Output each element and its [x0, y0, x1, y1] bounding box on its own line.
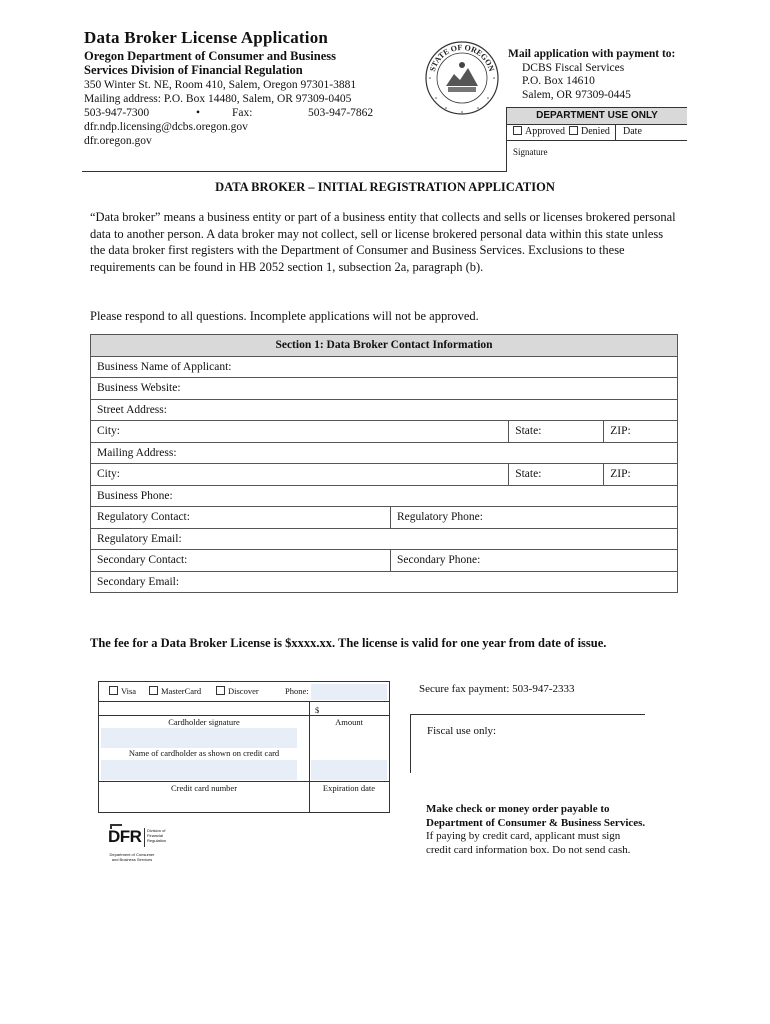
visa-checkbox[interactable]: [109, 686, 118, 695]
card-side-mark: [98, 776, 99, 790]
regulatory-email-field[interactable]: Regulatory Email:: [91, 528, 678, 550]
business-phone-field[interactable]: Business Phone:: [91, 485, 678, 507]
expiration-label: Expiration date: [322, 783, 376, 793]
denied-label: Denied: [581, 126, 610, 137]
dfr-department-line-2: and Business Services: [111, 857, 153, 862]
fax-label: Fax:: [232, 107, 253, 119]
mailing-address-field[interactable]: Mailing Address:: [91, 442, 678, 464]
approved-option[interactable]: [513, 124, 565, 140]
mail-to-label: Mail application with payment to:: [508, 48, 676, 60]
zip-field[interactable]: ZIP:: [604, 421, 678, 443]
cardholder-signature-label: Cardholder signature: [168, 717, 240, 727]
card-phone-input[interactable]: [311, 684, 387, 700]
secondary-phone-field[interactable]: Secondary Phone:: [391, 550, 678, 572]
dfr-logo-text: DFR: [108, 827, 142, 846]
mailing-address: Mailing address: P.O. Box 14480, Salem, OR 97309-0405: [84, 93, 352, 105]
fee-statement: The fee for a Data Broker License is $xxxx.xx. The license is valid for one year from date of issue.: [90, 636, 607, 650]
mailing-state-field[interactable]: State:: [509, 464, 604, 486]
business-name-field[interactable]: Business Name of Applicant:: [91, 356, 678, 378]
dfr-division-text: [147, 828, 166, 843]
city-field[interactable]: City:: [91, 421, 509, 443]
dfr-division-line-2: Financial: [147, 833, 164, 838]
agency-line-2: Services Division of Financial Regulation: [84, 63, 303, 77]
department-use-heading: DEPARTMENT USE ONLY: [507, 107, 687, 125]
agency-name: [84, 49, 336, 77]
form-title: DATA BROKER – INITIAL REGISTRATION APPLICATION: [215, 180, 555, 194]
agency-line-1: Oregon Department of Consumer and Business: [84, 49, 336, 63]
fiscal-use-label: Fiscal use only:: [427, 725, 497, 737]
business-website-field[interactable]: Business Website:: [91, 378, 678, 400]
seal-text: STATE OF OREGON: [427, 42, 497, 73]
denied-option[interactable]: [569, 124, 610, 140]
mastercard-label: MasterCard: [161, 686, 202, 696]
mail-to-line-3: Salem, OR 97309-0445: [522, 88, 631, 101]
credit-card-box: [98, 681, 390, 813]
phone-fax-line: [84, 106, 384, 120]
street-address-field[interactable]: Street Address:: [91, 399, 678, 421]
contact-info-table: [90, 334, 678, 593]
visa-option[interactable]: [109, 686, 136, 696]
amount-label: Amount: [335, 717, 363, 727]
dfr-division-line-3: Regulation: [147, 838, 167, 843]
bullet: •: [196, 107, 201, 119]
secondary-email-field[interactable]: Secondary Email:: [91, 571, 678, 593]
payable-line-2: Department of Consumer & Business Services.: [426, 816, 646, 829]
mail-to-line-2: P.O. Box 14610: [522, 75, 595, 87]
page-title: Data Broker License Application: [84, 28, 329, 47]
instruction-text: Please respond to all questions. Incomplete applications will not be approved.: [90, 309, 479, 323]
denied-checkbox[interactable]: [569, 126, 578, 135]
fiscal-use-box: [410, 714, 645, 773]
card-phone-label: Phone:: [285, 686, 309, 696]
mailing-city-field[interactable]: City:: [91, 464, 509, 486]
dfr-department-line-1: Department of Consumer: [109, 852, 155, 857]
discover-option[interactable]: [216, 686, 259, 696]
regulatory-phone-field[interactable]: Regulatory Phone:: [391, 507, 678, 529]
dfr-logo-divider: [144, 828, 145, 847]
approved-checkbox[interactable]: [513, 126, 522, 135]
state-seal-icon: [424, 40, 500, 116]
dollar-sign: $: [315, 705, 320, 715]
fax-number: 503-947-7862: [308, 107, 374, 119]
mastercard-checkbox[interactable]: [149, 686, 158, 695]
payable-line-1: Make check or money order payable to: [426, 803, 610, 815]
signature-label: Signature: [513, 147, 548, 157]
state-field[interactable]: State:: [509, 421, 604, 443]
cardholder-signature-input[interactable]: [101, 728, 297, 748]
cardholder-name-input[interactable]: [101, 760, 297, 780]
card-divider-2: [99, 715, 389, 716]
street-address: 350 Winter St. NE, Room 410, Salem, Oregon 97301-3881: [84, 79, 357, 91]
mail-to-line-1: DCBS Fiscal Services: [522, 61, 625, 74]
header-divider: [82, 171, 507, 172]
phone-number: 503-947-7300: [84, 107, 150, 119]
cardholder-name-label: Name of cardholder as shown on credit card: [128, 748, 280, 758]
card-number-label: Credit card number: [170, 783, 238, 793]
section-1-heading: Section 1: Data Broker Contact Information: [91, 335, 678, 357]
website-link[interactable]: dfr.oregon.gov: [84, 135, 152, 147]
amount-input[interactable]: [309, 702, 387, 716]
expiration-input[interactable]: [311, 760, 387, 780]
payment-instructions: [426, 803, 645, 857]
payable-line-4: credit card information box. Do not send cash.: [426, 843, 631, 856]
payable-line-3: If paying by credit card, applicant must sign: [426, 830, 621, 842]
secondary-contact-field[interactable]: Secondary Contact:: [91, 550, 391, 572]
dfr-division-line-1: Division of: [147, 828, 166, 833]
date-label: Date: [623, 126, 642, 137]
mailing-zip-field[interactable]: ZIP:: [604, 464, 678, 486]
dfr-logo-roof-icon: [110, 824, 122, 829]
mail-to-block: [508, 48, 675, 102]
dfr-logo: [108, 824, 178, 874]
regulatory-contact-field[interactable]: Regulatory Contact:: [91, 507, 391, 529]
department-use-box: [506, 107, 687, 171]
discover-checkbox[interactable]: [216, 686, 225, 695]
dfr-department-text: [108, 852, 156, 862]
fax-payment-text: Secure fax payment: 503-947-2333: [419, 683, 575, 695]
approved-label: Approved: [525, 126, 565, 137]
email-link[interactable]: dfr.ndp.licensing@dcbs.oregon.gov: [84, 121, 248, 133]
definition-paragraph: “Data broker” means a business entity or part of a business entity that collects and sells or licenses brokered personal data to another person. A data broker may not collect, sell or license brokered personal data within this state unless the data broker first registers with the Department of Consumer and Business Services. Exclusions to these requirements can be found in HB 2052 section 1, subsection 2a, paragraph (b).: [90, 210, 676, 274]
visa-label: Visa: [121, 686, 137, 696]
mastercard-option[interactable]: [149, 686, 201, 696]
card-divider-3: [99, 781, 389, 782]
discover-label: Discover: [228, 686, 259, 696]
svg-text:STATE OF OREGON: [428, 43, 496, 73]
department-use-row: [507, 124, 687, 141]
date-divider: [615, 124, 616, 140]
